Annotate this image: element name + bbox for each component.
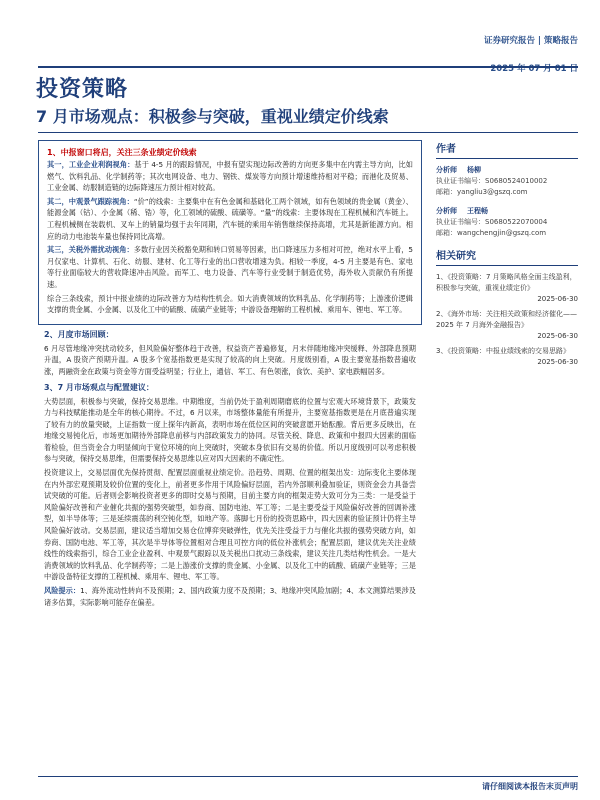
sidebar (436, 140, 578, 372)
risk-note (44, 585, 416, 608)
related-date: 2025-06-30 (537, 295, 578, 303)
author-license: 执业证书编号：S0680522070004 (436, 218, 548, 226)
header-divider (38, 66, 578, 68)
related-title: 3、《投资策略：中报业绩线索的交易思路》 (436, 347, 570, 355)
section-2 (38, 329, 422, 378)
paragraph-3-text: 多数行业因关税豁免期和转口贸易等因素，出口降速压力多相对可控，绝对水平上看，5 月仅家电、计算机、石化、纺服、建材、化工等行业的出口营收增速为负。相较一季度，4-5 月主要是有色、家电等行业面临较大的营收降速冲击风险。而军工、电力设备、汽车等行业受制于制造优势，海外收入贡献仍有所提速。 (47, 245, 413, 289)
report-type: 证券研究报告 | 策略报告 (483, 36, 578, 46)
author-license: 执业证书编号：S0680524010002 (436, 177, 548, 185)
paragraph-2-text: “价”的线索：主要集中在有色金属和基础化工两个领域，如有色领域的贵金属（黄金）、能源金属（钴）、小金属（稀、锆）等，化工领域的硫酸、硫磺等。“量”的线索：主要体现在工程机械和汽车链上。工程机械侧在装载机、叉车上的销量均强于去年同期，汽车链的乘用车销售继续保持高增，尤其是新能源方向。相应的动力电池装车量也保持同比高增。 (47, 196, 413, 241)
author-name: 杨柳 (467, 166, 481, 174)
authors-heading: 作者 (436, 140, 578, 159)
report-header (484, 34, 578, 74)
main-column (38, 140, 422, 610)
related-item[interactable] (436, 346, 578, 368)
box-heading: 1、中报窗口将启，关注三条业绩定价线索 (47, 148, 197, 157)
section-3-heading: 3、7 月市场观点与配置建议： (44, 382, 154, 392)
page-title: 7 月市场观点：积极参与突破，重视业绩定价线索 (36, 107, 389, 126)
author-card (436, 165, 578, 198)
related-title: 1、《投资策略：7 月策略风格全面主线盈利，积极参与突破，重视业绩定价》 (436, 273, 577, 292)
section-2-heading: 2、月度市场回顾： (44, 329, 114, 339)
related-date: 2025-06-30 (537, 358, 578, 366)
title-divider (38, 132, 578, 133)
risk-text: 1、海外流动性转向不及预期；2、国内政策力度不及预期；3、地缘冲突风险加剧；4、本文测算结果涉及诸多估算，实际影响可能存在偏差。 (44, 586, 416, 607)
author-role: 分析师 (436, 207, 457, 215)
risk-lead: 风险提示： (44, 586, 81, 595)
author-name: 王程畅 (467, 207, 488, 215)
section-2-text: 6 月尽管地缘冲突扰动较多，但风险偏好整体趋于改善，权益资产普遍修复，月末伴随地缘冲突缓释、外部降息预期升温，A 股资产预期升温。A 股多个宽基指数更是实现了较高的向上突破。月度级别看，A 股主要宽基指数普遍收涨，两融资金在政策与资金等方面受益明显；行业上，通信、军工、有色领涨，食饮、美护、家电跌幅居多。 (44, 343, 416, 376)
related-date: 2025-06-30 (537, 332, 578, 340)
related-item[interactable] (436, 272, 578, 305)
paragraph-2 (47, 196, 413, 242)
section-3-text-1: 大势层面，积极参与突破，保持交易思维。中期维度，当前仍处于盈利周期磨底的位置与宏观大环境背景下，政策发力与科技赋能推动是全年的核心期待。不过，6 月以来，市场整体量能有所提升，主要宽基指数更是在月底普遍实现了较有力的放量突破，上证指数一度上探年内新高，表明市场在低位区间的突破意愿开始酝酿。背后更多反映出，在地缘交易钝化后，市场更加期待外部降息前移与内部政策发力的协同。尽管关税、降息、政策和中报四大因素的面临着检验，但当资金合力明显倾向于宽位环境的向上突破时，突破本身依旧有交易的价值。所以月度级别可以考虑积极参与突破，保持交易思维，但需要保持交易思维以应对四大因素的不确定性。 (44, 396, 416, 464)
paragraph-2-lead: 其二，中观景气跟踪视角： (47, 196, 134, 206)
summary-box (38, 140, 422, 325)
author-role: 分析师 (436, 166, 457, 174)
paragraph-3-lead: 其三，关税外需扰动视角： (47, 245, 134, 255)
section-3 (38, 382, 422, 609)
paragraph-4: 综合三条线索，预计中报业绩的边际改善方为结构性机会。如大消费领域的饮料乳品、化学制药等；上游涨价逻辑支撑的贵金属、小金属、以及化工中的硫酸、硫磺产业链等；中游设备理解的工程机械、乘用车、锂电、军工等。 (47, 293, 413, 315)
section-3-text-2: 投资建议上，交易层面优先保持贯彻、配置层面重视业绩定价。沿趋势、周期、位置的框架出发：边际变化主要体现在内外部宏观预期及较价位置的变化上，前者更多作用于风险偏好层面，若内外部顺利叠加验证，则资金会力具备尝试突破的可能。后者则会影响投资者更多的即时交易与预期，目前主要方向的框架走势大致可分为三类：一是受益于风险偏好改善和产业催化共振的强势突破型，如券商、国防电池、军工等；二是主要受益于风险偏好改善的回调补涨型，如半导体等；三是延续震荡的利空钝化型，如地产等。落脚七月份的投资思路中，四大因素的验证预计仍将主导风险偏好波动。交易层面，建议适当增加交易仓位博弈突破弹性，优先关注受益于力与催化共振的强势突破方向，如券商、国防电池、军工等，其次是半导体等位置相对合理且可控方向的低位补涨机会；配置层面，建议优先关注业绩线性的线索指引，综合工业企业盈利、中观景气跟踪以及关税出口扰动三条线索，建议关注几类结构性机会。一是大消费领域的饮料乳品、化学制药等；二是上游涨价支撑的贵金属、小金属、以及化工中的硫酸、硫磺产业链等；三是中游设备特征支撑的工程机械、乘用车、锂电、军工等。 (44, 468, 416, 582)
paragraph-1-text: 基于 4-5 月的跟踪情况，中报有望实现边际改善的方向更多集中在内需主导方向，比如燃气、饮料乳品、化学制药等；其次电网设备、电力、钢铁、煤炭等方向预计增速维持相对平稳；而港化及贸易、工业金属、纺服制造链的边际降速压力预计相对较高。 (47, 160, 413, 193)
author-email[interactable]: 邮箱：wangchengjin@gszq.com (436, 229, 547, 237)
related-heading: 相关研究 (436, 247, 578, 266)
author-email[interactable]: 邮箱：yangliu3@gszq.com (436, 188, 528, 196)
report-logo: 投资策略 (36, 77, 129, 102)
paragraph-1 (47, 159, 413, 194)
paragraph-1-lead: 其一，工业企业利润视角： (47, 160, 135, 169)
page-footer: 请仔细阅读本报告末页声明 (38, 776, 578, 792)
related-title: 2、《海外市场：关注相关政策和经济催化——2025 年 7 月海外金融报告》 (436, 310, 577, 329)
related-item[interactable] (436, 309, 578, 342)
paragraph-3 (47, 244, 413, 290)
author-card (436, 206, 578, 239)
report-date: 2025 年 07 月 01 日 (490, 64, 578, 74)
